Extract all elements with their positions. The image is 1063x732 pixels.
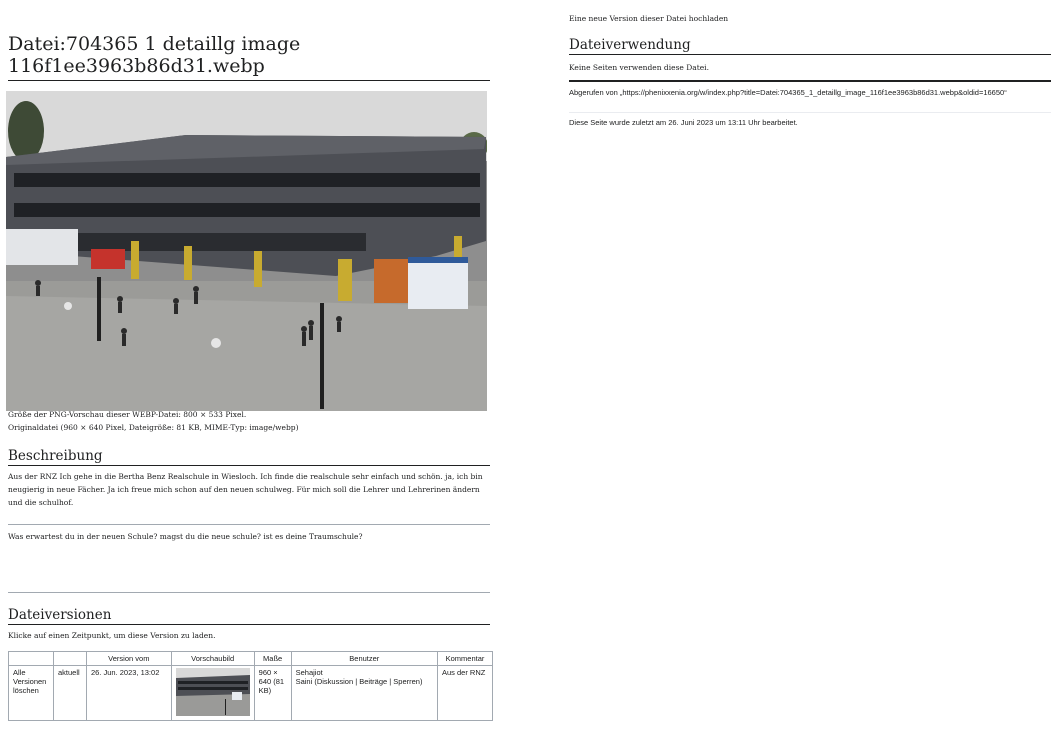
versions-hint: Klicke auf einen Zeitpunkt, um diese Version zu laden. [8,631,216,640]
column-header: Maße [254,652,291,666]
table-row [9,666,493,721]
page-title: Datei:704365 1 detaillg image 116f1ee3963b86d31.webp [8,33,490,81]
delete-all-versions-link[interactable]: Alle Versionen löschen [9,666,54,721]
column-header [53,652,86,666]
retrieved-from-link[interactable]: Abgerufen von „https://phenixxenia.org/w/index.php?title=Datei:704365_1_detaillg_image_116f1ee3963b86d31.webp&oldid=16650“ [569,88,1007,97]
file-versions-table [8,651,493,721]
column-header: Version vom [86,652,171,666]
question-text: Was erwartest du in der neuen Schule? magst du die neue schule? ist es deine Traumschule? [8,532,363,541]
divider [8,524,490,525]
original-file-text: Originaldatei (960 × 640 Pixel, Dateigröße: 81 KB, MIME-Typ: image/webp) [8,423,299,432]
school-building-photo [6,91,487,411]
divider [569,112,1051,113]
version-comment: Aus der RNZ [438,666,493,721]
current-status: aktuell [53,666,86,721]
version-date-link[interactable]: 26. Jun. 2023, 13:02 [86,666,171,721]
description-heading: Beschreibung [8,448,490,466]
thumbnail-image [176,668,250,716]
user-link[interactable]: Sehajiot [295,668,323,677]
version-dimensions: 960 × 640 (81 KB) [254,666,291,721]
column-header: Benutzer [291,652,437,666]
usage-heading: Dateiverwendung [569,37,1051,55]
description-text: Aus der RNZ Ich gehe in die Bertha Benz Realschule in Wiesloch. Ich finde die realschule sehr einfach und schön. ja, ich bin neugierig in neue Fächer. Ja ich freue mich schon auf den neuen schulweg. Für mich soll die Lehrer und Lehrerinen ändern und die schulhof. [8,472,483,507]
upload-new-version-link[interactable]: Eine neue Version dieser Datei hochladen [569,14,729,23]
versions-heading: Dateiversionen [8,607,490,625]
column-header [9,652,54,666]
usage-text: Keine Seiten verwenden diese Datei. [569,63,709,72]
table-header-row [9,652,493,666]
divider [8,592,490,593]
version-user [291,666,437,721]
column-header: Kommentar [438,652,493,666]
preview-size-text: Größe der PNG-Vorschau dieser WEBP-Datei: 800 × 533 Pixel. [8,410,247,419]
last-edited-text: Diese Seite wurde zuletzt am 26. Juni 2023 um 13:11 Uhr bearbeitet. [569,118,798,127]
version-thumbnail[interactable] [171,666,254,721]
user-tool-links[interactable]: Saini (Diskussion | Beiträge | Sperren) [295,677,423,686]
file-image[interactable] [6,91,487,411]
divider [569,80,1051,82]
column-header: Vorschaubild [171,652,254,666]
